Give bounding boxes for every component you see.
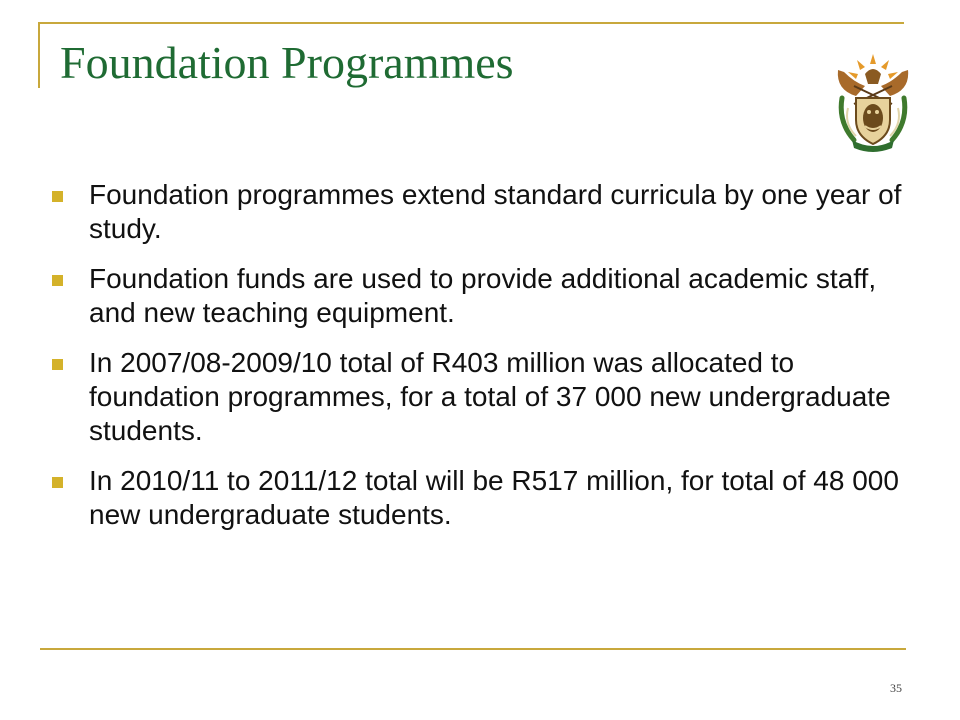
bullet-item bbox=[48, 346, 910, 448]
bullet-text: Foundation programmes extend standard curricula by one year of study. bbox=[89, 179, 902, 244]
bullet-text: In 2007/08-2009/10 total of R403 million was allocated to foundation programmes, for a total of 37 000 new undergraduate students. bbox=[89, 347, 891, 446]
page-number: 35 bbox=[890, 681, 902, 695]
bullet-text: Foundation funds are used to provide additional academic staff, and new teaching equipment. bbox=[89, 263, 877, 328]
bullet-item bbox=[48, 262, 910, 330]
top-frame-line bbox=[38, 22, 904, 24]
square-bullet-icon bbox=[52, 477, 63, 488]
bottom-frame-line bbox=[40, 648, 906, 650]
coat-of-arms-icon bbox=[832, 52, 914, 152]
square-bullet-icon bbox=[52, 275, 63, 286]
bullet-item bbox=[48, 464, 910, 532]
slide-title: Foundation Programmes bbox=[60, 37, 514, 88]
left-frame-line bbox=[38, 22, 40, 88]
square-bullet-icon bbox=[52, 359, 63, 370]
bullet-list bbox=[48, 178, 910, 548]
bullet-text: In 2010/11 to 2011/12 total will be R517 million, for total of 48 000 new undergraduate students. bbox=[89, 465, 899, 530]
square-bullet-icon bbox=[52, 191, 63, 202]
bullet-item bbox=[48, 178, 910, 246]
